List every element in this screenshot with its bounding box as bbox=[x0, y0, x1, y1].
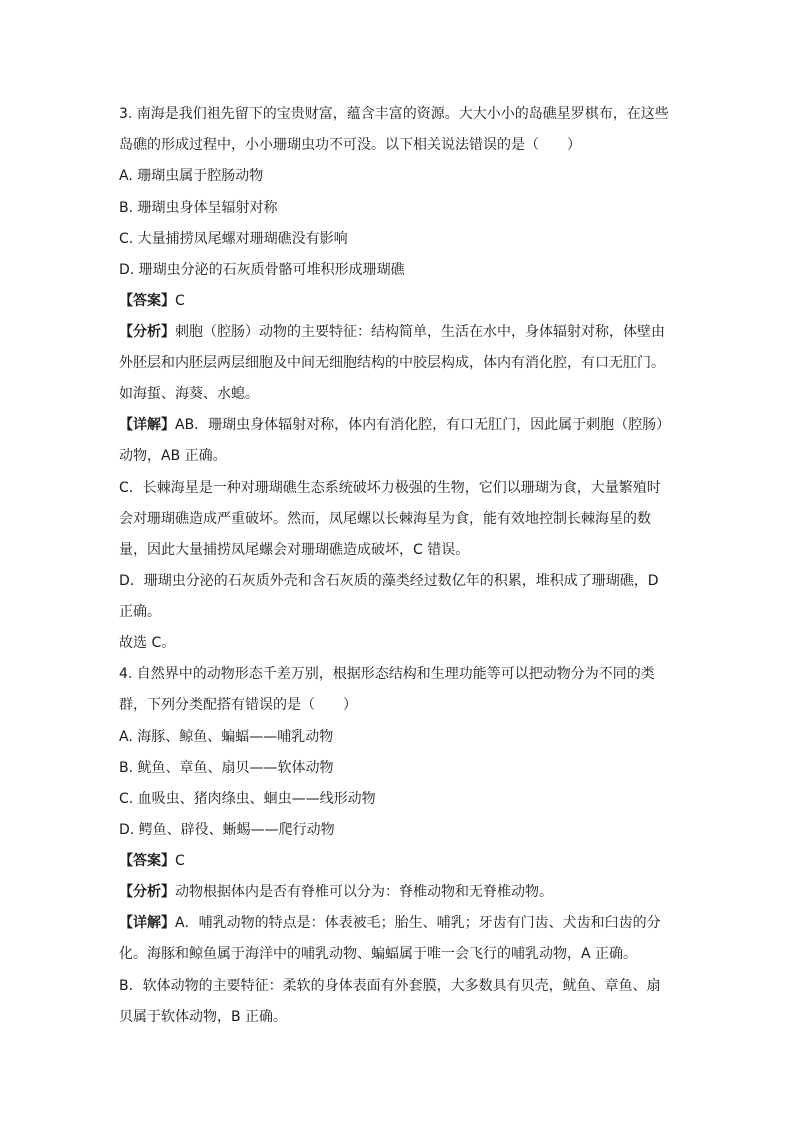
q3-option-a: A. 珊瑚虫属于腔肠动物 bbox=[119, 168, 264, 184]
q3-option-c: C. 大量捕捞凤尾螺对珊瑚礁没有影响 bbox=[119, 231, 348, 247]
detail-text: AB．珊瑚虫身体辐射对称，体内有消化腔，有口无肛门，因此属于刺胞（腔肠） bbox=[175, 417, 671, 433]
analysis-text: 动物根据体内是否有脊椎可以分为：脊椎动物和无脊椎动物。 bbox=[175, 884, 553, 900]
analysis-label: 【分析】 bbox=[119, 884, 175, 900]
q3-analysis-line-1 bbox=[119, 322, 679, 342]
q3-stem-line-2: 岛礁的形成过程中，小小珊瑚虫功不可没。以下相关说法错误的是（ ） bbox=[119, 137, 581, 153]
q4-detail-line-4: 贝属于软体动物，B 正确。 bbox=[119, 1009, 288, 1025]
q3-analysis-line-2: 外胚层和内胚层两层细胞及中间无细胞结构的中胶层构成，体内有消化腔，有口无肛门。 bbox=[119, 355, 665, 371]
q3-detail-line-5: 量，因此大量捕捞凤尾螺会对珊瑚礁造成破坏，C 错误。 bbox=[119, 542, 470, 558]
q3-answer bbox=[119, 291, 679, 311]
q3-detail-line-1 bbox=[119, 415, 679, 435]
q4-option-a: A. 海豚、鲸鱼、蝙蝠——哺乳动物 bbox=[119, 729, 334, 745]
q4-detail-line-2: 化。海豚和鲸鱼属于海洋中的哺乳动物、蝙蝠属于唯一会飞行的哺乳动物，A 正确。 bbox=[119, 946, 638, 962]
q4-stem-line-2: 群，下列分类配搭有错误的是（ ） bbox=[119, 697, 357, 713]
detail-text: A．哺乳动物的特点是：体表被毛；胎生、哺乳；牙齿有门齿、犬齿和臼齿的分 bbox=[175, 915, 661, 931]
q3-detail-line-6: D．珊瑚虫分泌的石灰质外壳和含石灰质的藻类经过数亿年的积累，堆积成了珊瑚礁，D bbox=[119, 573, 659, 589]
q3-stem-line-1: 3. 南海是我们祖先留下的宝贵财富，蕴含丰富的资源。大大小小的岛礁星罗棋布，在这些 bbox=[119, 106, 669, 122]
answer-value: C bbox=[175, 293, 185, 309]
detail-label: 【详解】 bbox=[119, 417, 175, 433]
answer-value: C bbox=[175, 853, 185, 869]
q4-detail-line-3: B．软体动物的主要特征：柔软的身体表面有外套膜，大多数具有贝壳，鱿鱼、章鱼、扇 bbox=[119, 978, 661, 994]
q3-analysis-line-3: 如海蜇、海葵、水螅。 bbox=[119, 386, 259, 402]
analysis-label: 【分析】 bbox=[119, 324, 175, 340]
detail-label: 【详解】 bbox=[119, 915, 175, 931]
q4-stem-line-1: 4. 自然界中的动物形态千差万别，根据形态结构和生理功能等可以把动物分为不同的类 bbox=[119, 666, 655, 682]
answer-label: 【答案】 bbox=[119, 293, 175, 309]
q3-conclusion: 故选 C。 bbox=[119, 635, 176, 651]
q3-detail-line-2: 动物，AB 正确。 bbox=[119, 448, 227, 464]
q4-analysis-line-1 bbox=[119, 882, 679, 902]
q3-option-b: B. 珊瑚虫身体呈辐射对称 bbox=[119, 200, 278, 216]
q3-option-d: D. 珊瑚虫分泌的石灰质骨骼可堆积形成珊瑚礁 bbox=[119, 262, 405, 278]
q4-option-b: B. 鱿鱼、章鱼、扇贝——软体动物 bbox=[119, 760, 334, 776]
q3-detail-line-4: 会对珊瑚礁造成严重破坏。然而，凤尾螺以长棘海星为食，能有效地控制长棘海星的数 bbox=[119, 511, 651, 527]
q3-detail-line-7: 正确。 bbox=[119, 604, 161, 620]
analysis-text: 刺胞（腔肠）动物的主要特征：结构简单，生活在水中，身体辐射对称，体壁由 bbox=[175, 324, 665, 340]
q4-option-d: D. 鳄鱼、辟役、蜥蜴——爬行动物 bbox=[119, 822, 335, 838]
q4-detail-line-1 bbox=[119, 913, 679, 933]
answer-label: 【答案】 bbox=[119, 853, 175, 869]
q3-detail-line-3: C．长棘海星是一种对珊瑚礁生态系统破坏力极强的生物，它们以珊瑚为食，大量繁殖时 bbox=[119, 480, 661, 496]
q4-option-c: C. 血吸虫、猪肉绦虫、蛔虫——线形动物 bbox=[119, 791, 376, 807]
q4-answer bbox=[119, 851, 679, 871]
